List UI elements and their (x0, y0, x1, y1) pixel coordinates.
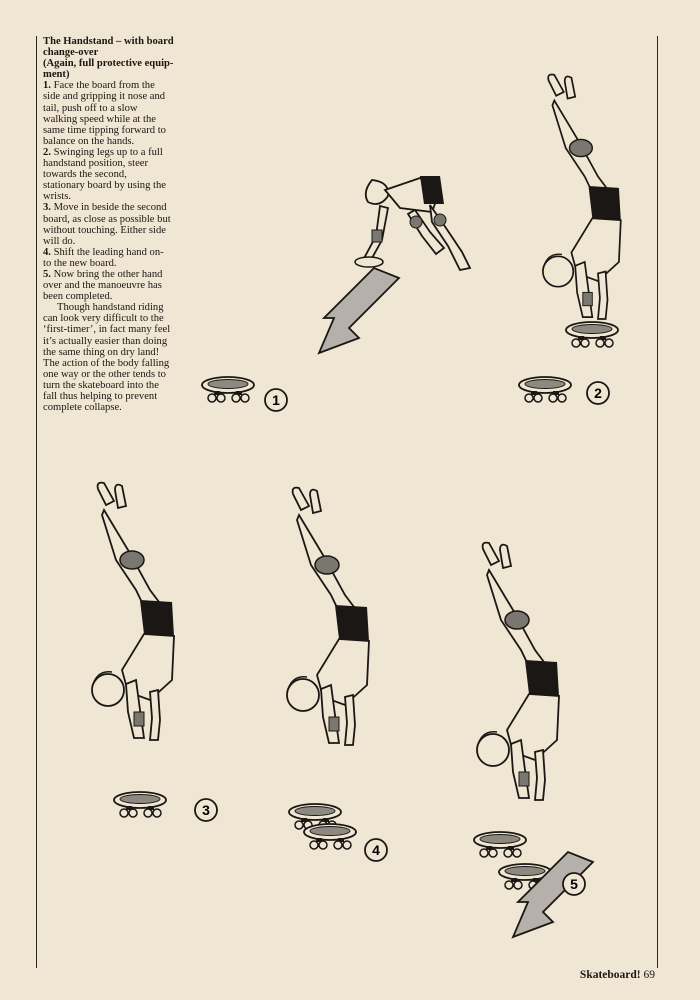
step-text-line: board, as close as possible but (43, 213, 171, 225)
heading-line: change-over (43, 47, 99, 59)
step-number: 5. (43, 268, 51, 280)
skateboard-3 (114, 792, 166, 817)
step-text-line: balance on the hands. (43, 135, 135, 147)
step-text-line: handstand position, steer (43, 158, 149, 170)
heading-line: ment) (43, 69, 70, 81)
page-footer (580, 969, 655, 981)
step-text-line: Now bring the other hand (53, 268, 163, 280)
figure-4-badge (365, 839, 387, 861)
step-text-line: Face the board from the (53, 80, 155, 92)
step-text-line: same time tipping forward to (43, 124, 166, 136)
step-number: 4. (43, 246, 51, 258)
closing-text-line: turn the skateboard into the (43, 379, 159, 391)
closing-text-line: ‘first-timer’, in fact many feel (43, 324, 171, 336)
heading-line: The Handstand – with board (43, 36, 174, 47)
figure-5-badge (563, 873, 585, 895)
figure-2-badge (587, 382, 609, 404)
skateboard-5a (474, 832, 526, 857)
figure-1-illustration (319, 176, 470, 353)
figure-1-badge (265, 389, 287, 411)
skateboard-2 (519, 377, 571, 402)
step-text-line: walking speed while at the (43, 113, 156, 125)
step-text-line: Move in beside the second (53, 202, 167, 214)
closing-text-line: fall thus helping to prevent (43, 391, 158, 402)
heading-line: (Again, full protective equip- (43, 58, 174, 70)
step-text-line: side and gripping it nose and (43, 91, 166, 103)
skateboard-2-under-rider (566, 322, 618, 347)
figure-number: 2 (594, 385, 602, 401)
step-text-line: wrists. (43, 191, 71, 203)
closing-text-line: one way or the other tends to (43, 368, 166, 380)
step-text-line: without touching. Either side (43, 224, 166, 236)
step-text-line: Swinging legs up to a full (53, 146, 163, 158)
closing-text-line: the same thing on dry land! (43, 346, 160, 358)
closing-text-line: complete collapse. (43, 402, 122, 414)
magazine-title: Skateboard! (579, 969, 641, 981)
step-number: 1. (43, 80, 51, 92)
closing-text-line: The action of the body falling (43, 357, 170, 369)
step-text-line: been completed. (43, 291, 113, 303)
figure-4-illustration (287, 488, 369, 745)
figure-number: 3 (202, 802, 210, 818)
step-text-line: towards the second, (43, 169, 127, 181)
figure-2-illustration (543, 74, 621, 319)
closing-text-line: Though handstand riding (57, 302, 164, 314)
step-number: 2. (43, 146, 51, 158)
step-text-line: over and the manoeuvre has (43, 280, 162, 292)
skateboard-1 (202, 377, 254, 402)
step-text-line: stationary board by using the (43, 180, 166, 192)
step-text-line: Shift the leading hand on- (53, 246, 164, 258)
figure-number: 1 (272, 392, 280, 408)
step-text-line: tail, push off to a slow (43, 102, 138, 114)
figure-number: 4 (372, 842, 380, 858)
closing-text-line: it’s actually easier than doing (43, 335, 168, 347)
skateboard-4b (304, 824, 356, 849)
closing-text-line: can look very difficult to the (43, 313, 164, 325)
figure-5-illustration (477, 543, 559, 800)
figure-3-badge (195, 799, 217, 821)
page-number: 69 (643, 969, 655, 981)
step-text-line: to the new board. (43, 257, 117, 269)
figure-3-illustration (92, 483, 174, 740)
step-text-line: will do. (43, 235, 76, 247)
figure-number: 5 (570, 876, 578, 892)
step-number: 3. (43, 202, 51, 214)
